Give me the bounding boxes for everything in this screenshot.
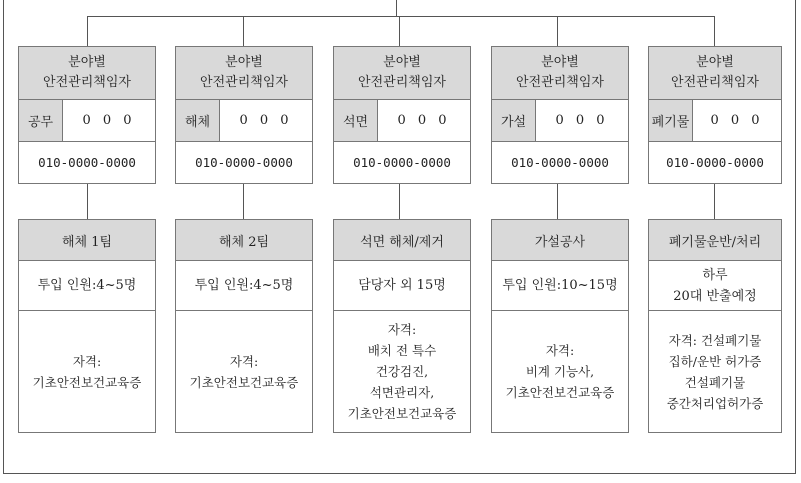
team-qualification — [176, 311, 312, 432]
drop-line-1 — [87, 16, 88, 46]
link-line-4 — [557, 183, 558, 219]
team-box-waste — [648, 219, 782, 433]
header-line-2: 안전관리책임자 — [200, 75, 288, 90]
team-staff — [176, 261, 312, 311]
team-staff — [492, 261, 628, 311]
manager-box-demolition — [175, 46, 313, 184]
drop-line-4 — [557, 16, 558, 46]
qual-line: 기초안전보건교육증 — [189, 374, 299, 390]
team-qualification — [492, 311, 628, 432]
manager-role-row — [649, 100, 781, 142]
link-line-2 — [243, 183, 244, 219]
manager-box-header — [492, 47, 628, 100]
manager-phone: 010-0000-0000 — [511, 155, 609, 170]
staff-line: 투입 인원:4~5명 — [37, 278, 137, 293]
manager-role-row — [176, 100, 312, 142]
staff-line: 투입 인원:4~5명 — [194, 278, 294, 293]
manager-role-row — [492, 100, 628, 142]
qual-line: 중간처리업허가증 — [666, 395, 764, 411]
team-name: 가설공사 — [492, 220, 628, 261]
drop-line-5 — [714, 16, 715, 46]
header-line-2: 안전관리책임자 — [358, 75, 446, 90]
team-qualification — [649, 311, 781, 432]
header-line-1: 분야별 — [225, 55, 263, 70]
qual-line: 건설폐기물 — [684, 374, 746, 390]
manager-role-row — [334, 100, 470, 142]
qual-line: 자격: — [72, 353, 102, 369]
qual-line: 자격: 건설폐기물 — [668, 332, 762, 348]
drop-line-3 — [399, 16, 400, 46]
manager-role-row — [19, 100, 155, 142]
team-box-temporary — [491, 219, 629, 433]
manager-name: 0 0 0 — [239, 113, 293, 128]
manager-name: 0 0 0 — [710, 113, 764, 128]
header-line-1: 분야별 — [696, 55, 734, 70]
team-name: 해체 1팀 — [19, 220, 155, 261]
header-line-2: 안전관리책임자 — [516, 75, 604, 90]
manager-box-header — [176, 47, 312, 100]
header-line-2: 안전관리책임자 — [43, 75, 131, 90]
team-name: 폐기물운반/처리 — [649, 220, 781, 261]
link-line-5 — [714, 183, 715, 219]
horizontal-connector — [87, 16, 715, 17]
manager-phone: 010-0000-0000 — [666, 155, 764, 170]
manager-name: 0 0 0 — [82, 113, 136, 128]
header-line-1: 분야별 — [383, 55, 421, 70]
staff-line: 투입 인원:10~15명 — [502, 278, 618, 293]
team-box-asbestos — [333, 219, 471, 433]
header-line-1: 분야별 — [68, 55, 106, 70]
qual-line: 기초안전보건교육증 — [32, 374, 142, 390]
manager-box-temporary — [491, 46, 629, 184]
team-name: 석면 해체/제거 — [334, 220, 470, 261]
team-name: 해체 2팀 — [176, 220, 312, 261]
qual-line: 자격: — [545, 343, 575, 358]
manager-name: 0 0 0 — [555, 113, 609, 128]
staff-line: 담당자 외 15명 — [358, 278, 446, 293]
field-label: 공무 — [19, 100, 63, 141]
team-staff — [19, 261, 155, 311]
manager-box-header — [19, 47, 155, 100]
team-box-demolition-2 — [175, 219, 313, 433]
top-connector — [396, 0, 397, 16]
team-qualification — [19, 311, 155, 432]
manager-box-header — [334, 47, 470, 100]
team-staff — [649, 261, 781, 311]
link-line-1 — [87, 183, 88, 219]
manager-phone: 010-0000-0000 — [38, 155, 136, 170]
header-line-1: 분야별 — [541, 55, 579, 70]
manager-box-asbestos — [333, 46, 471, 184]
qual-line: 배치 전 특수 — [367, 343, 437, 358]
manager-phone: 010-0000-0000 — [353, 155, 451, 170]
field-label: 석면 — [334, 100, 378, 141]
qual-line: 자격: — [229, 353, 259, 369]
manager-box-waste — [648, 46, 782, 184]
qual-line: 건강검진, — [375, 364, 429, 379]
drop-line-2 — [243, 16, 244, 46]
qual-line: 비계 기능사, — [525, 364, 595, 379]
manager-box-general — [18, 46, 156, 184]
team-staff — [334, 261, 470, 311]
header-line-2: 안전관리책임자 — [671, 75, 759, 90]
staff-line: 20대 반출예정 — [673, 288, 757, 304]
manager-name: 0 0 0 — [397, 113, 451, 128]
qual-line: 집하/운반 허가증 — [668, 353, 762, 369]
field-label: 폐기물 — [649, 100, 693, 141]
field-label: 해체 — [176, 100, 220, 141]
qual-line: 기초안전보건교육증 — [505, 385, 615, 400]
link-line-3 — [399, 183, 400, 219]
manager-phone: 010-0000-0000 — [195, 155, 293, 170]
qual-line: 기초안전보건교육증 — [347, 406, 457, 421]
staff-line: 하루 — [702, 267, 728, 283]
team-qualification — [334, 311, 470, 432]
field-label: 가설 — [492, 100, 536, 141]
team-box-demolition-1 — [18, 219, 156, 433]
qual-line: 자격: — [387, 322, 417, 337]
manager-box-header — [649, 47, 781, 100]
qual-line: 석면관리자, — [369, 385, 435, 400]
